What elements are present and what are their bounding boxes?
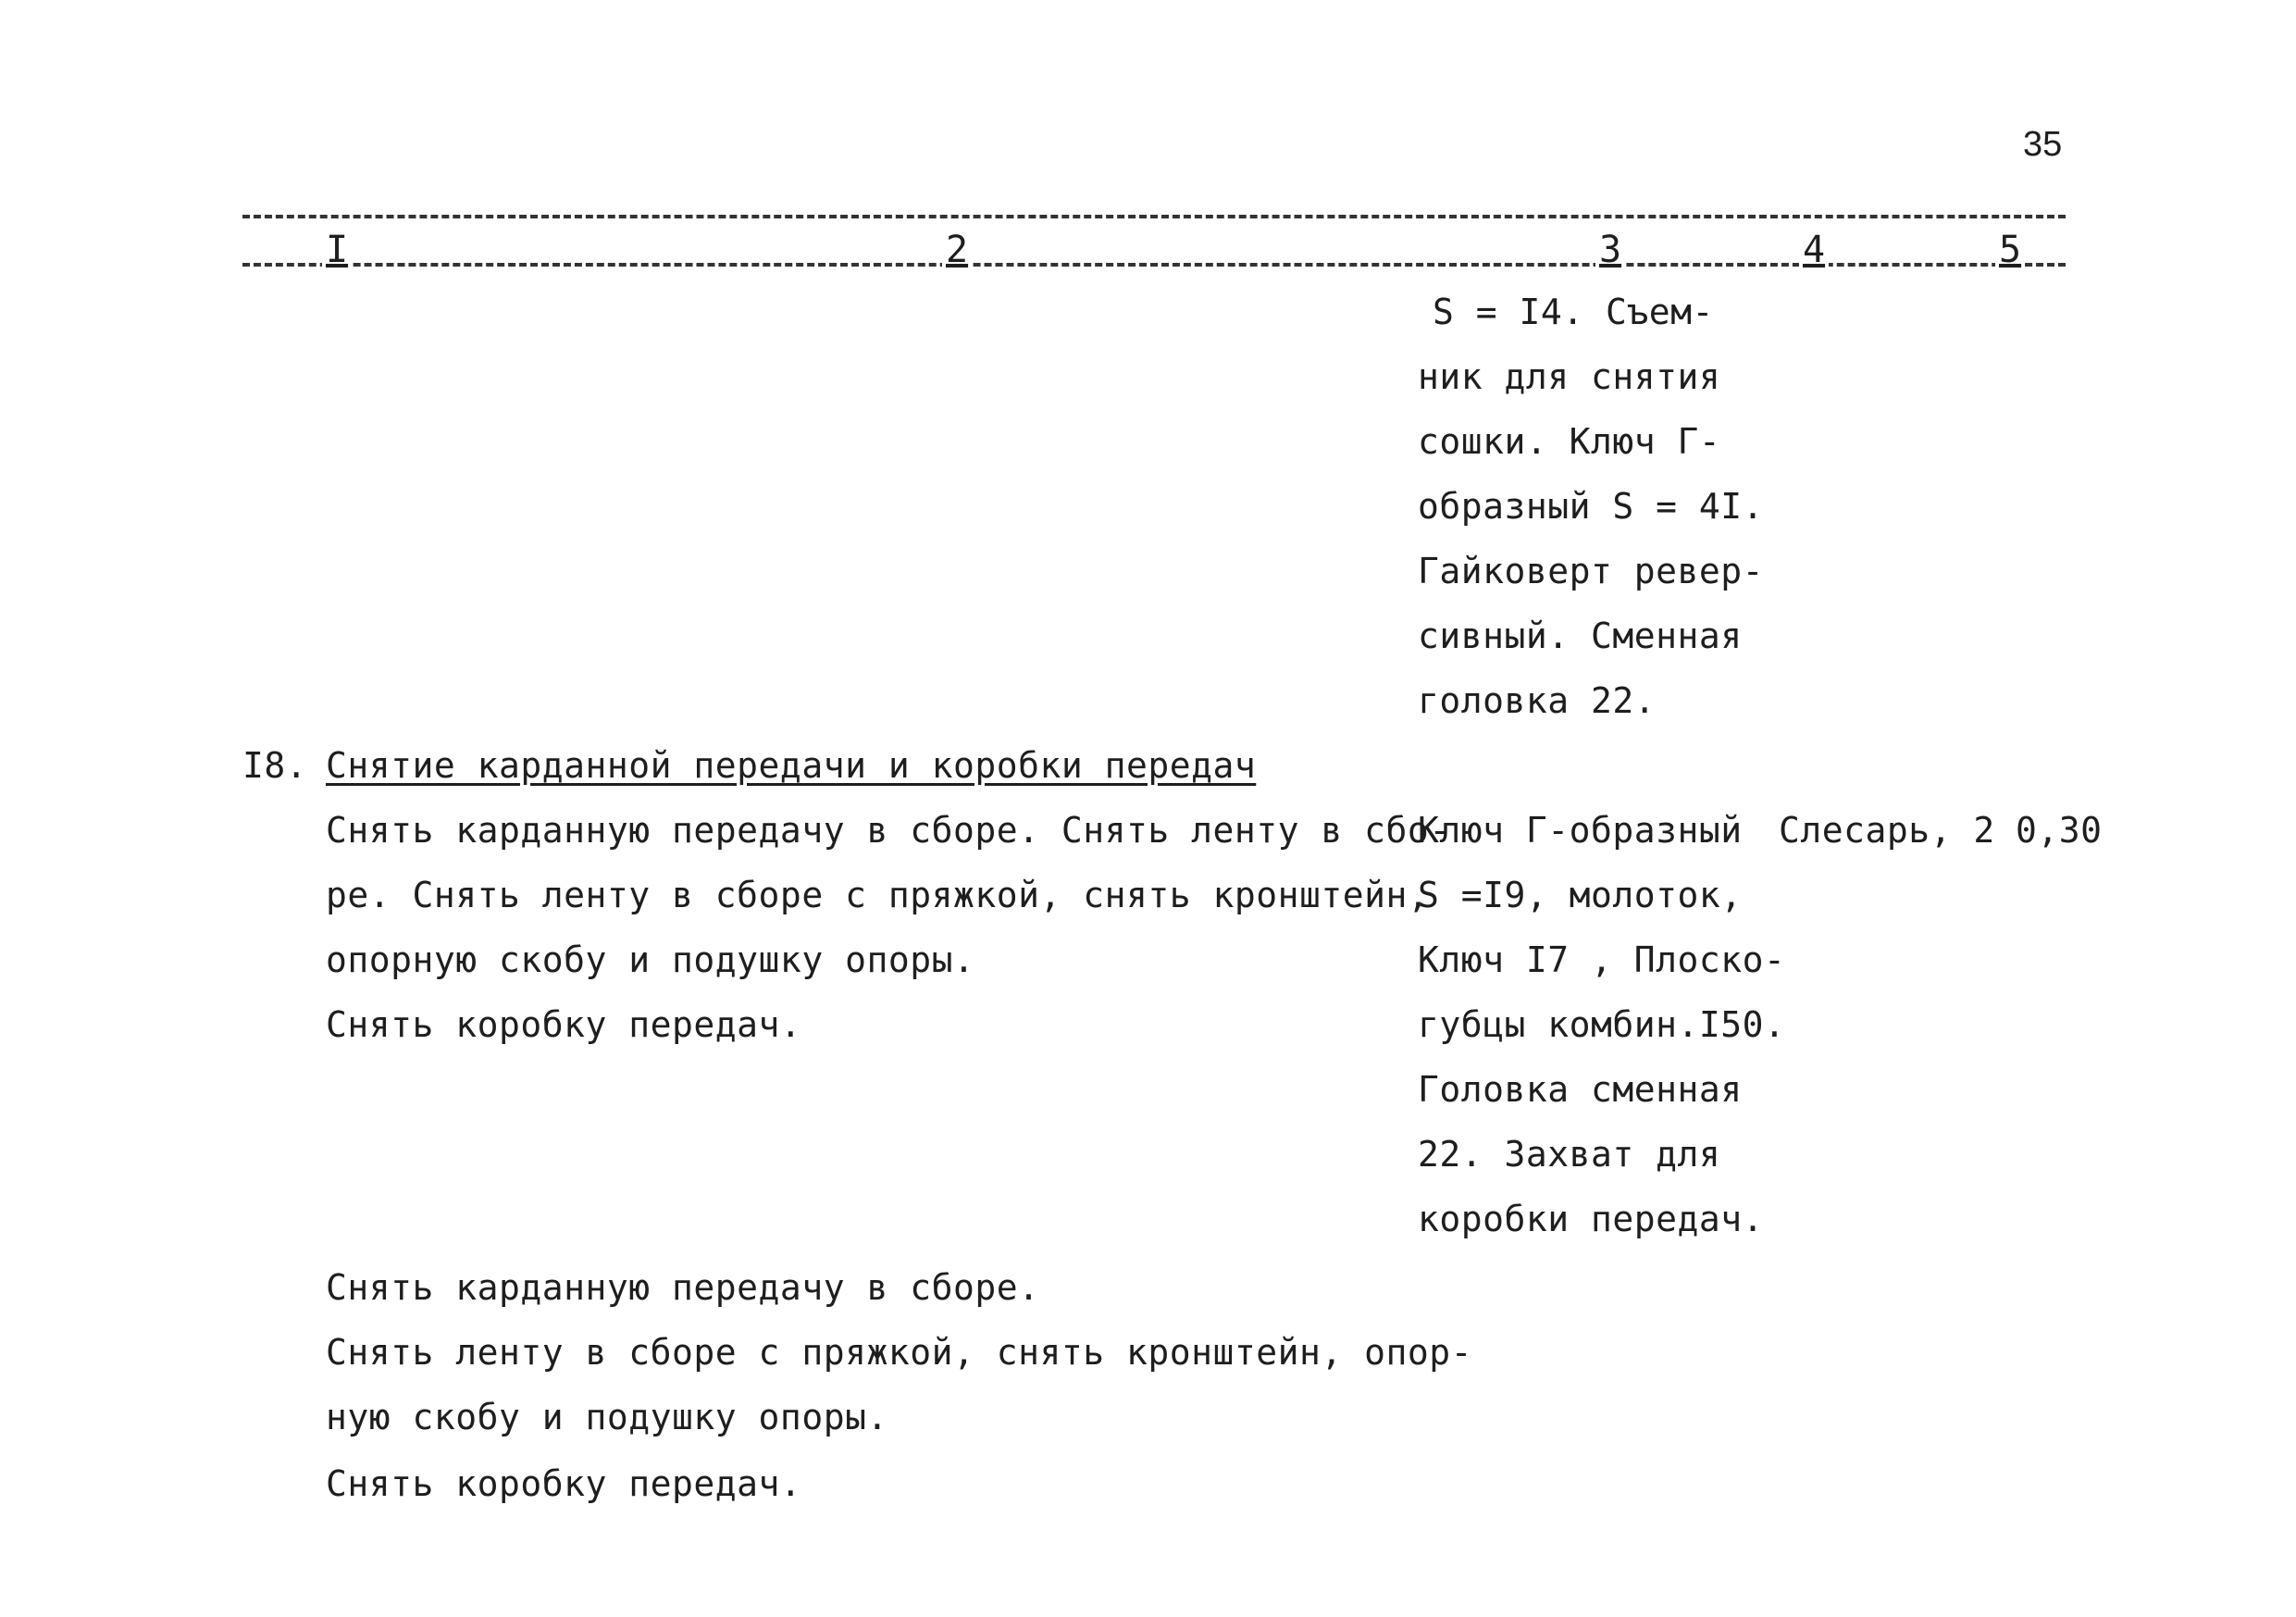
tools-line: Гайковерт ревер-	[1418, 551, 1765, 591]
operation-line: ную скобу и подушку опоры.	[326, 1397, 888, 1437]
labor-time: 0,30	[2016, 810, 2103, 851]
operation-line: Снять карданную передачу в сборе.	[326, 1267, 1040, 1308]
section-title: Снятие карданной передачи и коробки передач	[326, 745, 1257, 786]
tools-line: Ключ I7 , Плоско-	[1418, 939, 1786, 980]
worker-category: Слесарь, 2	[1779, 810, 1995, 851]
tools-line: головка 22.	[1418, 680, 1657, 721]
header-rule-top	[242, 215, 2066, 218]
column-number-3: 3	[1595, 222, 1625, 278]
operation-line: Снять коробку передач.	[326, 1004, 802, 1045]
operation-line: ре. Снять ленту в сборе с пряжкой, снять кронштейн,	[326, 875, 1430, 915]
tools-line: S = I4. Съем-	[1433, 292, 1714, 332]
operation-line: Снять коробку передач.	[326, 1463, 802, 1504]
header-rule-bottom	[242, 263, 2066, 267]
operation-line: Снять ленту в сборе с пряжкой, снять кронштейн, опор-	[326, 1332, 1473, 1373]
column-number-1: I	[322, 222, 352, 278]
tools-line: ник для снятия	[1418, 356, 1721, 397]
tools-line: Головка сменная	[1418, 1069, 1743, 1110]
section-number: I8.	[242, 745, 308, 786]
tools-line: образный S = 4I.	[1418, 486, 1765, 527]
tools-line: 22. Захват для	[1418, 1134, 1721, 1175]
tools-line: губцы комбин.I50.	[1418, 1004, 1786, 1045]
column-number-5: 5	[1995, 222, 2025, 278]
tools-line: Ключ Г-образный	[1418, 810, 1743, 851]
column-number-2: 2	[942, 222, 972, 278]
page-number: 35	[2023, 125, 2063, 164]
operation-line: Снять карданную передачу в сборе. Снять ленту в сбо-	[326, 810, 1451, 851]
operation-line: опорную скобу и подушку опоры.	[326, 939, 975, 980]
tools-line: сошки. Ключ Г-	[1418, 421, 1721, 462]
column-number-4: 4	[1799, 222, 1829, 278]
tools-line: коробки передач.	[1418, 1199, 1765, 1239]
tools-line: сивный. Сменная	[1418, 616, 1743, 656]
tools-line: S =I9, молоток,	[1418, 875, 1743, 915]
